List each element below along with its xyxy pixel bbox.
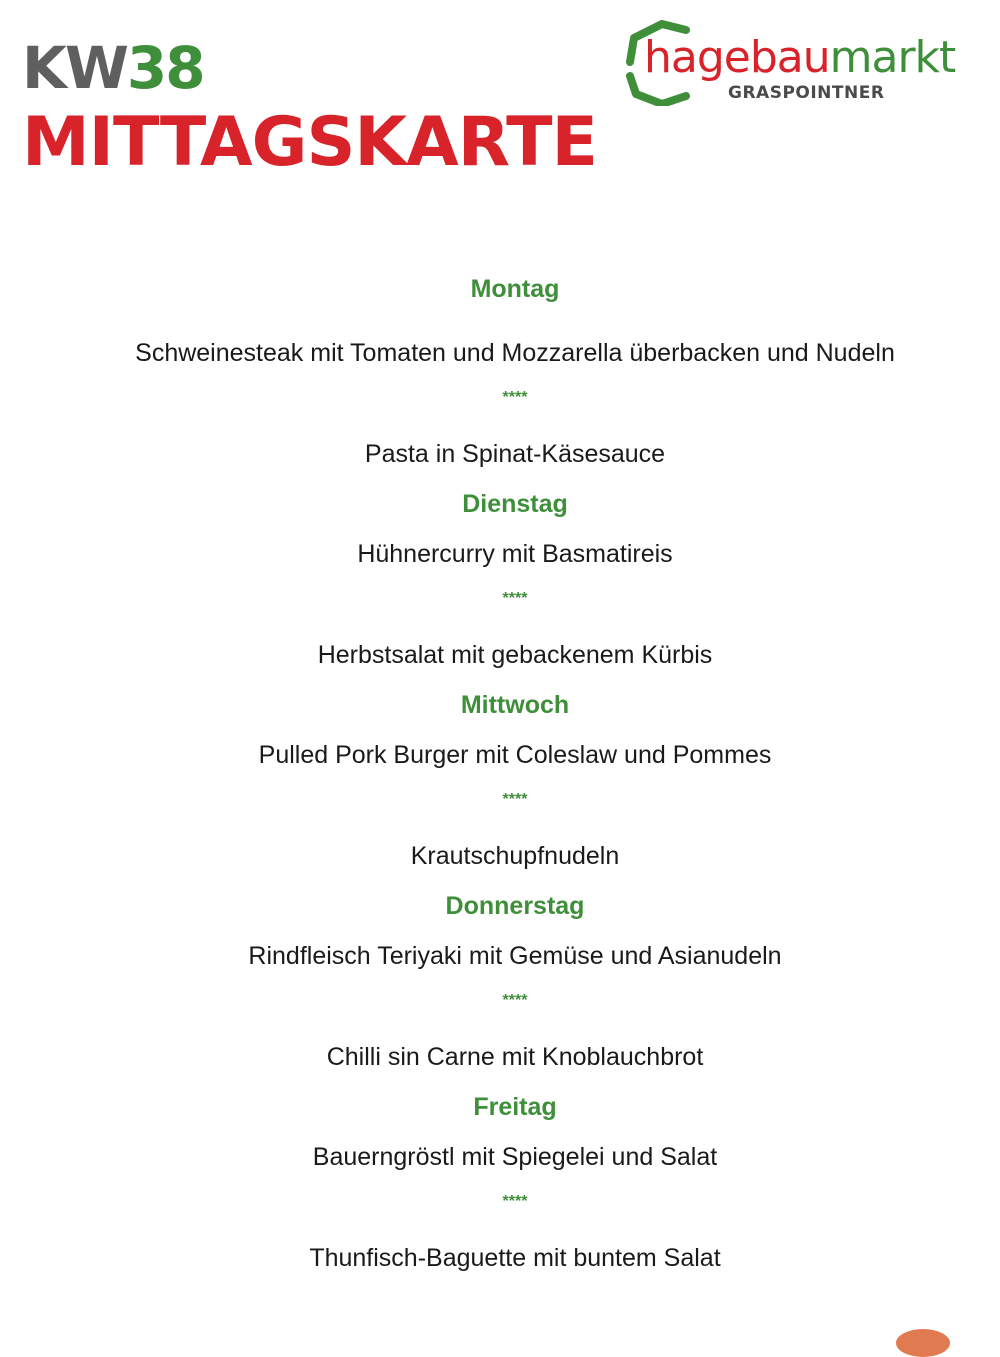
brand-name-part2: markt (829, 32, 956, 83)
page-title: MITTAGSKARTE (22, 103, 597, 182)
dish-dienstag-2: Herbstsalat mit gebackenem Kürbis (317, 641, 713, 669)
dish-mittwoch-1: Pulled Pork Burger mit Coleslaw und Pommes (258, 741, 772, 769)
dish-montag-1: Schweinesteak mit Tomaten und Mozzarella überbacken und Nudeln (135, 339, 895, 367)
separator: **** (502, 389, 528, 406)
day-heading-mittwoch: Mittwoch (460, 691, 570, 719)
dish-mittwoch-2: Krautschupfnudeln (410, 842, 620, 870)
week-prefix: KW (22, 34, 127, 102)
week-number: 38 (126, 34, 204, 102)
dish-freitag-2: Thunfisch-Baguette mit buntem Salat (309, 1244, 721, 1272)
brand-subtitle: GRASPOINTNER (728, 83, 885, 103)
dish-donnerstag-2: Chilli sin Carne mit Knoblauchbrot (326, 1043, 704, 1071)
brand-name-part1: hagebau (644, 32, 830, 83)
dish-dienstag-1: Hühnercurry mit Basmatireis (357, 540, 673, 568)
day-heading-dienstag: Dienstag (462, 490, 568, 518)
day-heading-freitag: Freitag (473, 1093, 557, 1121)
dish-donnerstag-1: Rindfleisch Teriyaki mit Gemüse und Asianudeln (248, 942, 782, 970)
separator: **** (502, 992, 528, 1009)
dish-montag-2: Pasta in Spinat-Käsesauce (364, 440, 666, 468)
separator: **** (502, 791, 528, 808)
dish-freitag-1: Bauerngröstl mit Spiegelei und Salat (312, 1143, 718, 1171)
separator: **** (502, 1193, 528, 1210)
day-heading-donnerstag: Donnerstag (445, 892, 585, 920)
separator: **** (502, 590, 528, 607)
day-heading-montag: Montag (470, 275, 560, 303)
corner-decoration (896, 1329, 950, 1357)
